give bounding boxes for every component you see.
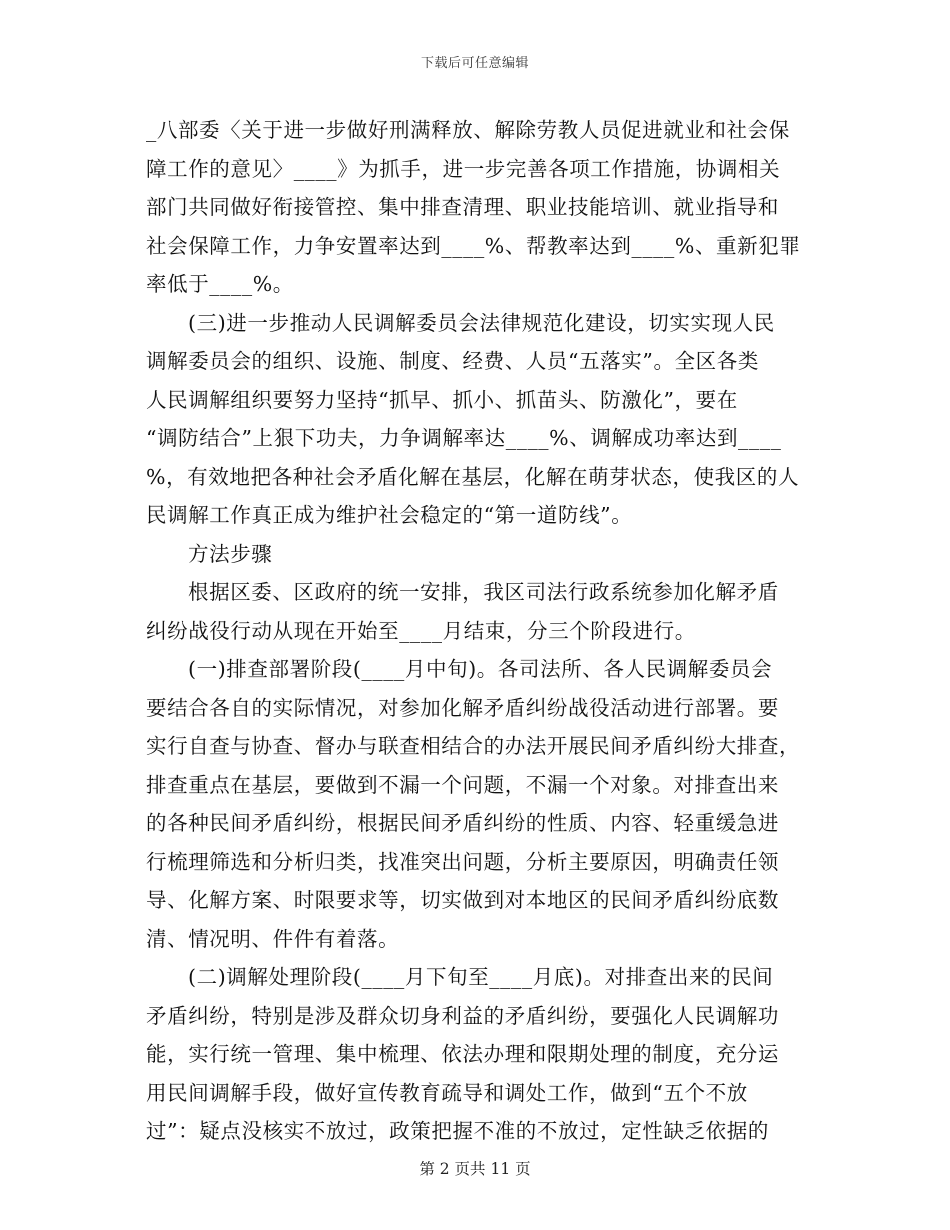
text-line: 实行自查与协查、督办与联查相结合的办法开展民间矛盾纠纷大排查， [146,734,801,758]
text-line: _八部委〈关于进一步做好刑满释放、解除劳教人员促进就业和社会保 [146,118,790,142]
paragraph-start-line: (二)调解处理阶段(____月下旬至____月底)。对排查出来的民间 [188,965,774,989]
text-line: 过”：疑点没核实不放过，政策把握不准的不放过，定性缺乏依据的 [146,1119,769,1143]
text-line: “调防结合”上狠下功夫，力争调解率达____%、调解成功率达到____ [146,426,782,450]
text-line: 障工作的意见〉____》为抓手，进一步完善各项工作措施，协调相关 [146,156,781,181]
text-line: 的各种民间矛盾纠纷，根据民间矛盾纠纷的性质、内容、轻重缓急进 [146,811,779,835]
text-line: 能，实行统一管理、集中梳理、依法办理和限期处理的制度，充分运 [146,1042,779,1066]
text-line: 导、化解方案、时限要求等，切实做到对本地区的民间矛盾纠纷底数 [146,888,779,912]
page-header: 下载后可任意编辑 [420,56,529,71]
paragraph-start-line: (三)进一步推动人民调解委员会法律规范化建设，切实实现人民 [188,310,775,335]
text-line: 矛盾纠纷，特别是涉及群众切身利益的矛盾纠纷，要强化人民调解功 [146,1003,779,1028]
text-line: %，有效地把各种社会矛盾化解在基层，化解在萌芽状态，使我区的人 [146,464,800,489]
paragraph-start-line: 根据区委、区政府的统一安排，我区司法行政系统参加化解矛盾 [188,580,779,604]
section-heading: 方法步骤 [188,541,273,566]
text-line: 人民调解组织要努力坚持“抓早、抓小、抓苗头、防激化”，要在 [146,387,738,412]
text-line: 用民间调解手段，做好宣传教育疏导和调处工作，做到“五个不放 [146,1080,748,1105]
paragraph-start-line: (一)排查部署阶段(____月中旬)。各司法所、各人民调解委员会 [188,657,773,681]
text-line: 行梳理筛选和分析归类，找准突出问题，分析主要原因，明确责任领 [146,849,779,874]
text-line: 纠纷战役行动从现在开始至____月结束，分三个阶段进行。 [146,618,696,643]
page-number-footer: 第 2 页共 11 页 [419,1160,531,1178]
text-line: 调解委员会的组织、设施、制度、经费、人员“五落实”。全区各类 [146,349,759,373]
document-body [146,111,814,1151]
text-line: 民调解工作真正成为维护社会稳定的“第一道防线”。 [146,503,633,527]
text-line: 部门共同做好衔接管控、集中排查清理、职业技能培训、就业指导和 [146,195,779,219]
text-line: 社会保障工作，力争安置率达到____%、帮教率达到____%、重新犯罪 [146,233,801,258]
text-line: 要结合各自的实际情况，对参加化解矛盾纠纷战役活动进行部署。要 [146,695,779,720]
text-line: 清、情况明、件件有着落。 [146,926,400,951]
text-line: 率低于____%。 [146,272,294,296]
text-line: 排查重点在基层，要做到不漏一个问题，不漏一个对象。对排查出来 [146,772,779,797]
